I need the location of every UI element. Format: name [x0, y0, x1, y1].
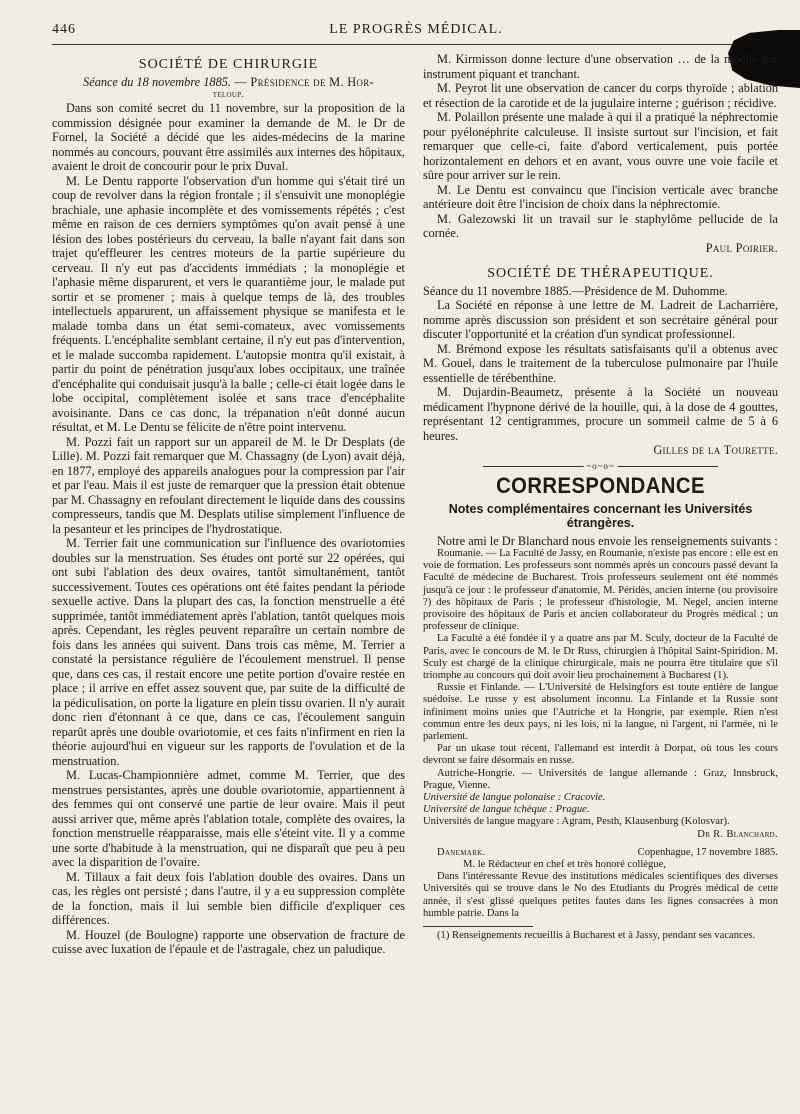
paragraph: M. Houzel (de Boulogne) rapporte une observation de fracture de cuisse avec luxation de l'épaule et de l'astragale, chez un paludique. [52, 927, 405, 956]
signature: Paul Poirier. [705, 240, 778, 255]
footnote: (1) Renseignements recueillis à Bucharest et à Jassy, pendant ses vacances. [437, 930, 756, 942]
paragraph: Roumanie. — La Faculté de Jassy, en Roumanie, n'existe pas encore : elle est en voie de formation. Les professeurs sont nommés après un concours passé devant la Faculté de médecine de Bucharest. Trois professeurs seulement ont été nommés jusqu'à ce jour : le professeur d'anatomie, M. Péridès, ancien interne (ou provisoire ?) des hôpitaux de Paris ; le professeur d'histologie, M. Negel, ancien interne provisoire des hôpitaux de Paris et ancien collaborateur du Progrès médical ; un professeur de clinique. [423, 548, 779, 633]
danemark-heading [423, 847, 778, 859]
danemark-date: Copenhague, 17 novembre 1885. [637, 846, 778, 858]
paragraph: M. Le Dentu rapporte l'observation d'un homme qui s'était tiré un coup de revolver dans la région frontale ; il s'ensuivit une monoplégie brachiale, une aphasie incomplète et des vomissements répétés ; c'est même en raison de ces derniers symptômes qu'on avait pensé à une lésion des lobes postérieurs du cerveau, la balle n'ayant fait dans son trajet qu'effleurer les centres moteurs de la partie supérieure du cerveau. Il n'y eut pas d'accidents immédiats ; la monoplégie et l'aphasie même disparurent, et vers le quarantième jour, le malade put sortir et se promener ; mais à quelque temps de là, des troubles intellectuels apparurent, un affaissement physique se manifesta et le malade tomba dans un état semi-comateux, avec vomissements fréquents. L'encéphalite semblant certaine, il n'y eut pas d'intervention, et le malade succomba rapidement. L'autopsie montra qu'il existait, à partir du point de pénétration jusqu'aux lobes occipitaux, une traînée d'encéphalite qui conduisait jusqu'à la balle ; celle-ci était logée dans le lobe occipital, complètement isolée et sans trace d'encéphalite avoisinante. Dans ce cas donc, la trépanation n'eût donné aucun résultat, et M. Le Dentu se félicite de n'être point intervenu. [52, 173, 405, 434]
paragraph: M. Pozzi fait un rapport sur un appareil de M. le Dr Desplats (de Lille). M. Pozzi fait remarquer que M. Chassagny (de Lyon) avait déjà, en 1877, employé des appareils analogues pour la compression par l'air et par l'eau. Mais il est juste de remarquer que la pression était obtenue par M. Chassagny en refoulant directement le liquide dans des coussins compresseurs, tandis que M. Desplats utilise simplement l'influence de la pesanteur et les principes de l'hydrostatique. [52, 434, 405, 536]
page-number: 446 [52, 22, 76, 37]
correspondance-subtitle: Notes complémentaires concernant les Universités étrangères. [448, 501, 753, 530]
correspondance-title: CORRESPONDANCE [496, 472, 705, 498]
paragraph: Dans l'intéressante Revue des institutions médicales scientifiques des diverses Universités qui se trouve dans le No des Etudiants du Progrès médical de cette année, il s'est glissé quelques petites fautes dans les lignes consacrées à mon humble patrie. Dans la [423, 871, 778, 919]
ornamental-rule [423, 462, 778, 470]
paragraph: M. Galezowski lit un travail sur le staphylôme pellucide de la cornée. [423, 211, 778, 240]
salutation: M. le Rédacteur en chef et très honoré collègue, [463, 859, 666, 871]
paragraph: Université de langue polonaise : Cracovie. [423, 792, 606, 804]
seance-date: Séance du 18 novembre 1885. [83, 74, 232, 89]
paragraph: Russie et Finlande. — L'Université de Helsingfors est toute entière de langue suédoise. Le russe y est absolument inconnu. La Finlande et la Russie sont infiniment moins unies que l'Autriche et la Hongrie, par exemple. Rien n'est commun entre les deux pays, ni les lois, ni la langue, ni l'argent, ni l'armée, ni le parlement. [423, 682, 778, 743]
journal-title: LE PROGRÈS MÉDICAL. [329, 22, 503, 37]
paragraph: M. Brémond expose les résultats satisfaisants qu'il a obtenus avec M. Gouel, dans le traitement de la tuberculose pulmonaire par l'huile essentielle de térébenthine. [423, 341, 778, 385]
paragraph: M. Terrier fait une communication sur l'influence des ovariotomies doubles sur la menstruation. Ses études ont porté sur 22 opérées, qui ont subi l'ablation des deux ovaires, tantôt simultanément, tantôt successivement. Toutes ces opérations ont été faites pendant la période sexuelle active. Dans la plupart des cas, la fonction menstruelle a été supprimée, tantôt immédiatement après l'ablation, tantôt quelques mois après. Cependant, les règles peuvent reparaître un certain nombre de fois dans les années qui suivent. Dans trois cas même, M. Terrier a constaté la persistance régulière de l'écoulement menstruel. Il pense que, dans ces cas, il restait encore une petite portion d'ovaire restée en place ; il arrive en effet assez souvent que, par suite de la difficulté de la pédiculisation, on porte la ligature en plein tissu ovarien. Il n'y aurait donc rien d'étonnant à ce que, dans ce cas, l'écoulement sanguin reparût après une double ovariotomie, et ces faits n'infirment en rien la théorie aujourd'hui en vigueur sur les rapports de l'ovulation et de la menstruation. [52, 536, 405, 768]
paragraph: Autriche-Hongrie. — Universités de langue allemande : Graz, Innsbruck, Prague, Vienne. [423, 767, 778, 791]
left-column [52, 52, 405, 957]
presidence-continued: teloup. [212, 89, 245, 100]
paragraph: Dans son comité secret du 11 novembre, sur la proposition de la commission désignée pour examiner la demande de M. le Dr de Fornel, la Société a décidé que les aides-médecins de la marine nommés au concours, pouvant être assimilés aux internes des hôpitaux, avaient le droit de concourir pour le prix Duval. [52, 101, 405, 173]
paragraph: Par un ukase tout récent, l'allemand est interdit à Dorpat, où tous les cours devront se faire désormais en russe. [423, 743, 778, 767]
right-column [423, 52, 778, 942]
paragraph: M. Tillaux a fait deux fois l'ablation double des ovaires. Dans un cas, les règles ont persisté ; dans l'autre, il y a eu suppression complète de la fonction, mais il lui semble bien difficile d'expliquer ces différences. [52, 869, 405, 927]
footnote-divider [423, 926, 533, 927]
paragraph: La Société en réponse à une lettre de M. Ladreit de Lacharrière, nomme après discussion son président et son secrétaire général pour discuter l'opportunité et la création d'un syndicat professionnel. [423, 298, 778, 341]
signature: Dr R. Blanchard. [697, 828, 778, 840]
danemark-label: Danemark. [437, 846, 486, 858]
paragraph: M. Kirmisson donne lecture d'une observation … de la moelle par instrument piquant et tranchant. [423, 52, 778, 81]
signature: Gilles de la Tourette. [653, 443, 778, 457]
paragraph: Université de langue tchèque : Prague. [423, 804, 590, 816]
paragraph: M. Polaillon présente une malade à qui il a pratiqué la néphrectomie pour pyélonéphrite calculeuse. Il insiste surtout sur l'incision, et fait remarquer que celle-ci, faite d'abord verticalement, puis portée horizontalement en dehors et en avant, vous ouvre une voie facile et sûre pour arriver sur le rein. [423, 110, 778, 182]
section-title-therapeutique: SOCIÉTÉ DE THÉRAPEUTIQUE. [487, 266, 714, 281]
paragraph: M. Dujardin-Beaumetz, présente à la Société un nouveau médicament l'hypnone dérivé de la houille, qui, à la dose de 4 gouttes, représentant 12 centigrammes, procure un sommeil calme de 5 à 6 heures. [423, 385, 778, 443]
running-header [52, 22, 780, 45]
paragraph: M. Le Dentu est convaincu que l'incision verticale avec branche antérieure doit être l'incision de choix dans la néphrectomie. [423, 182, 778, 211]
section-title-chirurgie: SOCIÉTÉ DE CHIRURGIE [138, 57, 319, 72]
paragraph: Notre ami le Dr Blanchard nous envoie les renseignements suivants : [437, 533, 778, 548]
paragraph: M. Peyrot lit une observation de cancer du corps thyroïde ; ablation et résection de la carotide et de la jugulaire interne ; guérison ; récidive. [423, 81, 778, 110]
seance-line: Séance du 11 novembre 1885.—Présidence de M. Duhomme. [423, 283, 728, 298]
paragraph: Universités de langue magyare : Agram, Pesth, Klausenburg (Kolosvar). [423, 816, 730, 828]
seance-line [52, 75, 405, 90]
paragraph: M. Lucas-Championnière admet, comme M. Terrier, que des menstrues persistantes, après une double ovariotomie, appartiennent à des femmes qui ont conservé une partie de leur ovaire. Mais il peut aussi arriver que, même après l'ablation totale, complète des ovaires, la fonction menstruelle réapparaisse, mais elle s'éteint vite. Il y a comme une sorte d'habitude à la menstruation, qui ne disparaît que peu à peu avec la disparition de l'ovaire. [52, 768, 405, 869]
presidence: — Présidence de M. Hor- [231, 74, 374, 89]
paragraph: La Faculté a été fondée il y a quatre ans par M. Sculy, docteur de la Faculté de Paris, avec le concours de M. le Dr Russ, chirurgien à l'hôpital Saint-Spiridion. M. Sculy est chargé de la clinique chirurgicale, mais ne pourra être titulaire que s'il triomphe au concours qui doit avoir lieu prochainement à Bucharest (1). [423, 633, 778, 682]
rule-ornament-glyph: ~o~o~ [583, 462, 618, 470]
